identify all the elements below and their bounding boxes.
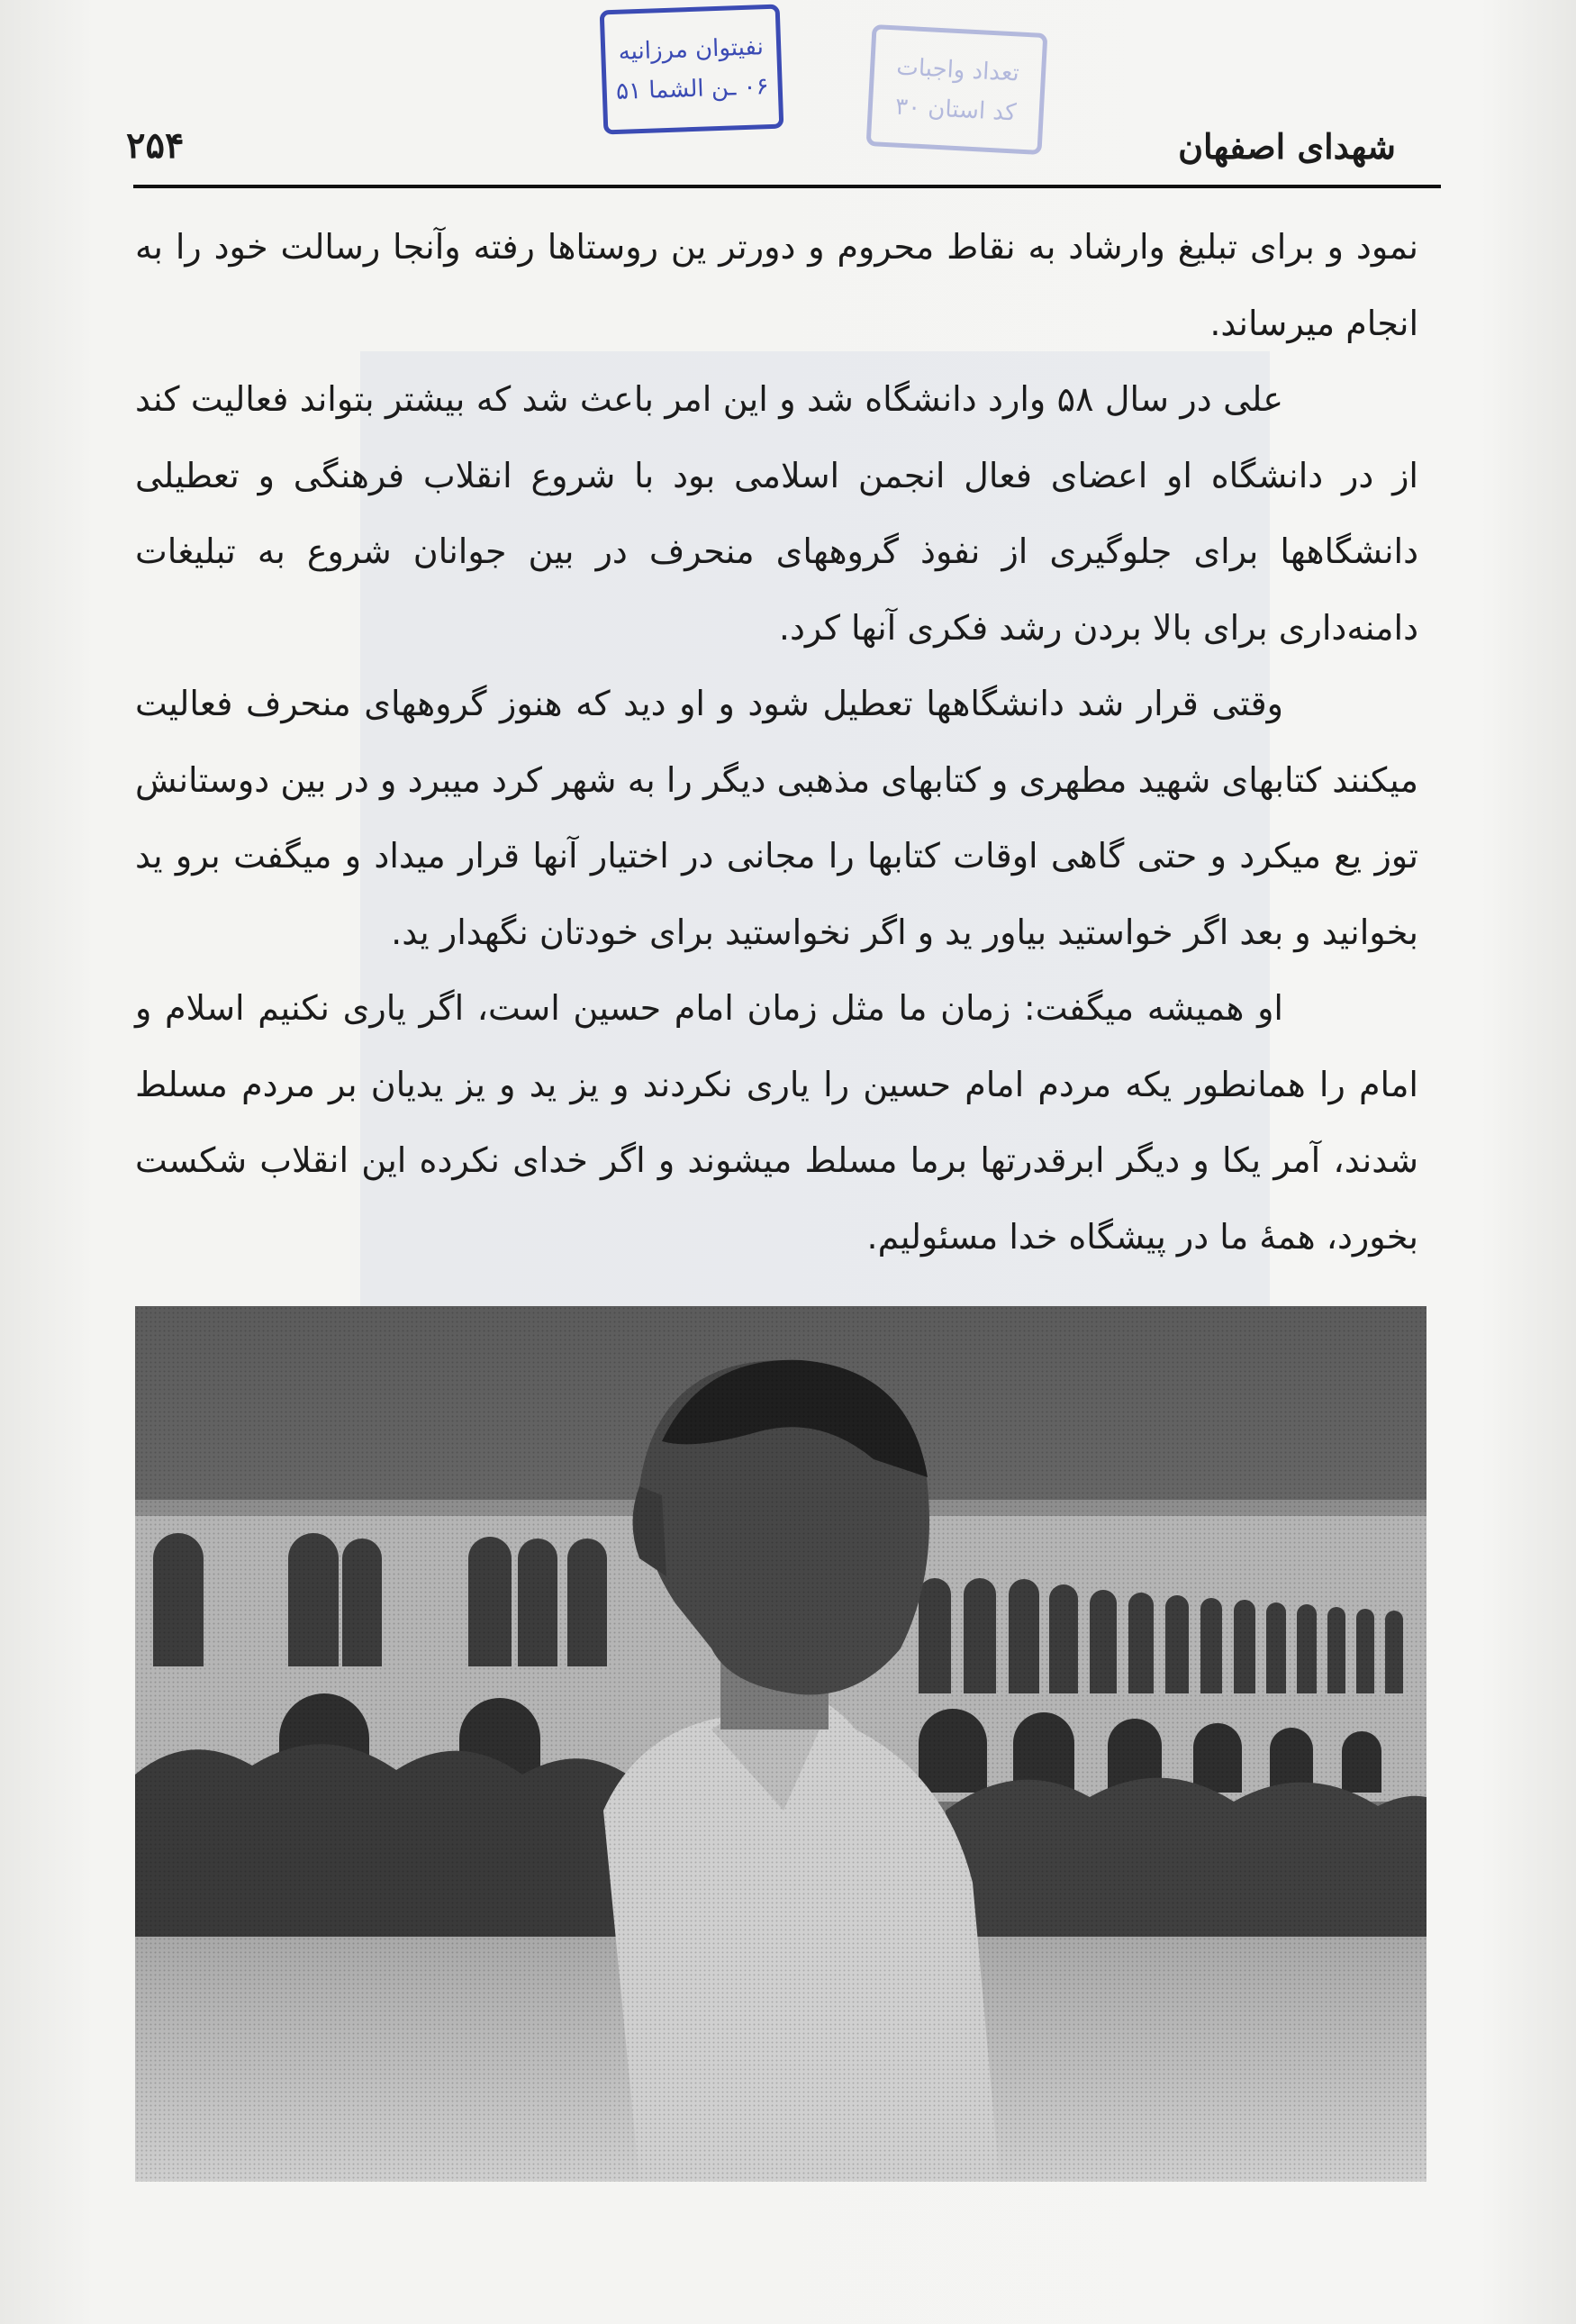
portrait-photo bbox=[135, 1306, 1427, 2182]
paragraph: وقتی قرار شد دانشگاهها تعطیل شود و او دید که هنوز گروههای منحرف فعالیت میکنند کتابهای شهید مطهری و کتابهای مذهبی دیگر را به شهر کرد میبرد و در بین دوستانش توز یع میکرد و حتی گاهی اوقات کتابها را مجانی در اختیار آنها قرار میداد و میگفت برو ید بخوانید و بعد اگر خواستید بیاور ید و اگر نخواستید برای خودتان نگهدار ید. bbox=[135, 684, 1418, 952]
page-number: ۲۵۴ bbox=[126, 124, 185, 167]
running-header-title: شهدای اصفهان bbox=[1178, 126, 1396, 167]
stamp-line: کد استان ۳۰ bbox=[894, 92, 1018, 126]
paragraph: نمود و برای تبلیغ وارشاد به نقاط محروم و دورتر ین روستاها رفته وآنجا رسالت خود را به انجام میرساند. bbox=[135, 227, 1418, 343]
library-stamp bbox=[600, 5, 784, 135]
header-rule bbox=[133, 185, 1441, 188]
faded-stamp bbox=[866, 24, 1048, 155]
stamp-line: نفيتوان مرزانيه bbox=[618, 33, 765, 66]
stamp-line: ۰۶ ـن الشما ۵۱ bbox=[615, 73, 769, 105]
body-text bbox=[135, 209, 1418, 1275]
paragraph: او همیشه میگفت: زمان ما مثل زمان امام حسین است، اگر یاری نکنیم اسلام و امام را همانطور یکه مردم امام حسین را یاری نکردند و یز ید و یز یدیان بر مردم مسلط شدند، آمر یکا و دیگر ابرقدرتها برما مسلط میشوند و اگر خدای نکرده این انقلاب شکست بخورد، همهٔ ما در پیشگاه خدا مسئولیم. bbox=[135, 988, 1418, 1257]
paragraph: علی در سال ۵۸ وارد دانشگاه شد و این امر باعث شد که بیشتر بتواند فعالیت کند از در دانشگاه او اعضای فعال انجمن اسلامی بود با شروع انقلاب فرهنگی و تعطیلی دانشگاهها برای جلوگیری از نفوذ گروههای منحرف در بین جوانان شروع به تبلیغات دامنه‌داری برای بالا بردن رشد فکری آنها کرد. bbox=[135, 379, 1418, 648]
stamp-line: تعداد واجبات bbox=[895, 52, 1020, 87]
